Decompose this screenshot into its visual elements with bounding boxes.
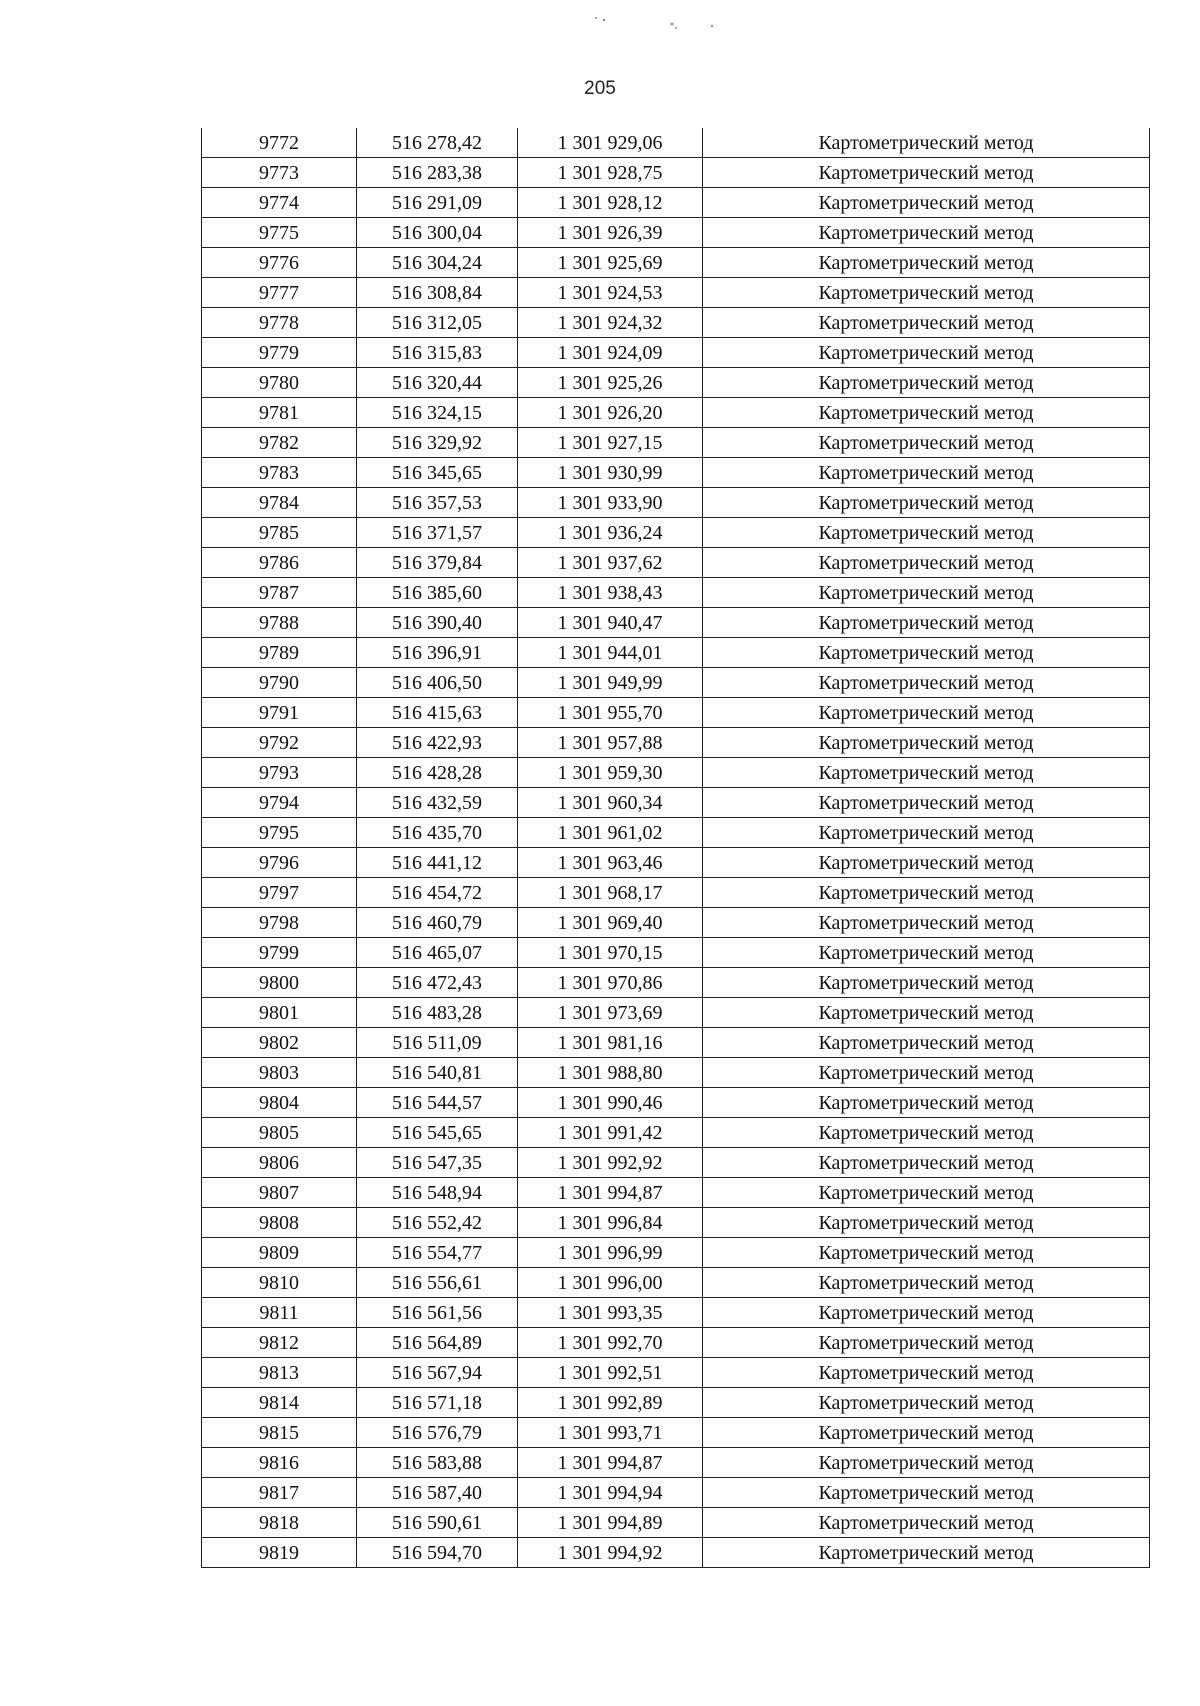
y-coordinate-cell: 1 301 929,06 — [518, 128, 703, 158]
x-coordinate-cell: 516 371,57 — [357, 518, 518, 548]
y-coordinate-cell: 1 301 993,35 — [518, 1298, 703, 1328]
table-row — [202, 458, 1150, 488]
x-coordinate-cell: 516 379,84 — [357, 548, 518, 578]
x-coordinate-cell: 516 406,50 — [357, 668, 518, 698]
x-coordinate-cell: 516 587,40 — [357, 1478, 518, 1508]
method-cell: Картометрический метод — [703, 968, 1150, 998]
y-coordinate-cell: 1 301 925,26 — [518, 368, 703, 398]
y-coordinate-cell: 1 301 993,71 — [518, 1418, 703, 1448]
x-coordinate-cell: 516 345,65 — [357, 458, 518, 488]
x-coordinate-cell: 516 552,42 — [357, 1208, 518, 1238]
table-row — [202, 1208, 1150, 1238]
method-cell: Картометрический метод — [703, 848, 1150, 878]
y-coordinate-cell: 1 301 930,99 — [518, 458, 703, 488]
table-row — [202, 518, 1150, 548]
table-row — [202, 728, 1150, 758]
table-row — [202, 1328, 1150, 1358]
method-cell: Картометрический метод — [703, 338, 1150, 368]
y-coordinate-cell: 1 301 981,16 — [518, 1028, 703, 1058]
y-coordinate-cell: 1 301 949,99 — [518, 668, 703, 698]
method-cell: Картометрический метод — [703, 548, 1150, 578]
method-cell: Картометрический метод — [703, 1118, 1150, 1148]
y-coordinate-cell: 1 301 996,99 — [518, 1238, 703, 1268]
x-coordinate-cell: 516 594,70 — [357, 1538, 518, 1568]
y-coordinate-cell: 1 301 926,20 — [518, 398, 703, 428]
x-coordinate-cell: 516 511,09 — [357, 1028, 518, 1058]
point-number-cell: 9809 — [202, 1238, 357, 1268]
method-cell: Картометрический метод — [703, 1328, 1150, 1358]
x-coordinate-cell: 516 441,12 — [357, 848, 518, 878]
method-cell: Картометрический метод — [703, 1448, 1150, 1478]
y-coordinate-cell: 1 301 959,30 — [518, 758, 703, 788]
method-cell: Картометрический метод — [703, 998, 1150, 1028]
point-number-cell: 9794 — [202, 788, 357, 818]
y-coordinate-cell: 1 301 973,69 — [518, 998, 703, 1028]
x-coordinate-cell: 516 415,63 — [357, 698, 518, 728]
y-coordinate-cell: 1 301 970,86 — [518, 968, 703, 998]
method-cell: Картометрический метод — [703, 158, 1150, 188]
point-number-cell: 9784 — [202, 488, 357, 518]
table-row — [202, 878, 1150, 908]
page-number: 205 — [584, 78, 616, 99]
method-cell: Картометрический метод — [703, 1538, 1150, 1568]
point-number-cell: 9812 — [202, 1328, 357, 1358]
point-number-cell: 9817 — [202, 1478, 357, 1508]
point-number-cell: 9781 — [202, 398, 357, 428]
y-coordinate-cell: 1 301 991,42 — [518, 1118, 703, 1148]
table-row — [202, 1118, 1150, 1148]
y-coordinate-cell: 1 301 961,02 — [518, 818, 703, 848]
y-coordinate-cell: 1 301 924,09 — [518, 338, 703, 368]
method-cell: Картометрический метод — [703, 1268, 1150, 1298]
method-cell: Картометрический метод — [703, 278, 1150, 308]
x-coordinate-cell: 516 320,44 — [357, 368, 518, 398]
point-number-cell: 9788 — [202, 608, 357, 638]
y-coordinate-cell: 1 301 992,89 — [518, 1388, 703, 1418]
y-coordinate-cell: 1 301 994,87 — [518, 1448, 703, 1478]
table-row — [202, 668, 1150, 698]
y-coordinate-cell: 1 301 994,94 — [518, 1478, 703, 1508]
point-number-cell: 9816 — [202, 1448, 357, 1478]
method-cell: Картометрический метод — [703, 1358, 1150, 1388]
point-number-cell: 9777 — [202, 278, 357, 308]
point-number-cell: 9783 — [202, 458, 357, 488]
x-coordinate-cell: 516 304,24 — [357, 248, 518, 278]
point-number-cell: 9782 — [202, 428, 357, 458]
x-coordinate-cell: 516 385,60 — [357, 578, 518, 608]
x-coordinate-cell: 516 312,05 — [357, 308, 518, 338]
table-row — [202, 1178, 1150, 1208]
method-cell: Картометрический метод — [703, 818, 1150, 848]
x-coordinate-cell: 516 454,72 — [357, 878, 518, 908]
table-row — [202, 908, 1150, 938]
table-row — [202, 1358, 1150, 1388]
y-coordinate-cell: 1 301 925,69 — [518, 248, 703, 278]
table-row — [202, 1298, 1150, 1328]
table-row — [202, 1238, 1150, 1268]
point-number-cell: 9793 — [202, 758, 357, 788]
method-cell: Картометрический метод — [703, 1058, 1150, 1088]
point-number-cell: 9807 — [202, 1178, 357, 1208]
point-number-cell: 9814 — [202, 1388, 357, 1418]
y-coordinate-cell: 1 301 969,40 — [518, 908, 703, 938]
y-coordinate-cell: 1 301 963,46 — [518, 848, 703, 878]
point-number-cell: 9772 — [202, 128, 357, 158]
y-coordinate-cell: 1 301 926,39 — [518, 218, 703, 248]
method-cell: Картометрический метод — [703, 308, 1150, 338]
point-number-cell: 9792 — [202, 728, 357, 758]
method-cell: Картометрический метод — [703, 788, 1150, 818]
point-number-cell: 9805 — [202, 1118, 357, 1148]
y-coordinate-cell: 1 301 928,75 — [518, 158, 703, 188]
point-number-cell: 9796 — [202, 848, 357, 878]
method-cell: Картометрический метод — [703, 1298, 1150, 1328]
table-row — [202, 968, 1150, 998]
table-row — [202, 278, 1150, 308]
y-coordinate-cell: 1 301 996,00 — [518, 1268, 703, 1298]
table-row — [202, 1148, 1150, 1178]
x-coordinate-cell: 516 547,35 — [357, 1148, 518, 1178]
coordinates-table — [201, 128, 1150, 1568]
point-number-cell: 9785 — [202, 518, 357, 548]
method-cell: Картометрический метод — [703, 188, 1150, 218]
x-coordinate-cell: 516 435,70 — [357, 818, 518, 848]
y-coordinate-cell: 1 301 927,15 — [518, 428, 703, 458]
method-cell: Картометрический метод — [703, 458, 1150, 488]
point-number-cell: 9790 — [202, 668, 357, 698]
point-number-cell: 9779 — [202, 338, 357, 368]
method-cell: Картометрический метод — [703, 1418, 1150, 1448]
x-coordinate-cell: 516 465,07 — [357, 938, 518, 968]
x-coordinate-cell: 516 483,28 — [357, 998, 518, 1028]
method-cell: Картометрический метод — [703, 128, 1150, 158]
method-cell: Картометрический метод — [703, 1208, 1150, 1238]
y-coordinate-cell: 1 301 994,89 — [518, 1508, 703, 1538]
table-row — [202, 1478, 1150, 1508]
x-coordinate-cell: 516 283,38 — [357, 158, 518, 188]
table-row — [202, 1448, 1150, 1478]
y-coordinate-cell: 1 301 990,46 — [518, 1088, 703, 1118]
table-row — [202, 398, 1150, 428]
table-row — [202, 698, 1150, 728]
y-coordinate-cell: 1 301 936,24 — [518, 518, 703, 548]
table-row — [202, 158, 1150, 188]
y-coordinate-cell: 1 301 928,12 — [518, 188, 703, 218]
point-number-cell: 9786 — [202, 548, 357, 578]
table-row — [202, 1058, 1150, 1088]
method-cell: Картометрический метод — [703, 1148, 1150, 1178]
point-number-cell: 9819 — [202, 1538, 357, 1568]
point-number-cell: 9811 — [202, 1298, 357, 1328]
method-cell: Картометрический метод — [703, 698, 1150, 728]
scan-speckle-icon — [580, 12, 720, 32]
point-number-cell: 9801 — [202, 998, 357, 1028]
point-number-cell: 9810 — [202, 1268, 357, 1298]
y-coordinate-cell: 1 301 996,84 — [518, 1208, 703, 1238]
table-row — [202, 218, 1150, 248]
point-number-cell: 9775 — [202, 218, 357, 248]
x-coordinate-cell: 516 545,65 — [357, 1118, 518, 1148]
point-number-cell: 9799 — [202, 938, 357, 968]
x-coordinate-cell: 516 554,77 — [357, 1238, 518, 1268]
x-coordinate-cell: 516 428,28 — [357, 758, 518, 788]
y-coordinate-cell: 1 301 994,92 — [518, 1538, 703, 1568]
x-coordinate-cell: 516 324,15 — [357, 398, 518, 428]
point-number-cell: 9776 — [202, 248, 357, 278]
point-number-cell: 9813 — [202, 1358, 357, 1388]
x-coordinate-cell: 516 564,89 — [357, 1328, 518, 1358]
point-number-cell: 9804 — [202, 1088, 357, 1118]
x-coordinate-cell: 516 308,84 — [357, 278, 518, 308]
table-row — [202, 1508, 1150, 1538]
x-coordinate-cell: 516 576,79 — [357, 1418, 518, 1448]
point-number-cell: 9789 — [202, 638, 357, 668]
method-cell: Картометрический метод — [703, 428, 1150, 458]
method-cell: Картометрический метод — [703, 608, 1150, 638]
point-number-cell: 9795 — [202, 818, 357, 848]
table-row — [202, 818, 1150, 848]
y-coordinate-cell: 1 301 957,88 — [518, 728, 703, 758]
y-coordinate-cell: 1 301 994,87 — [518, 1178, 703, 1208]
x-coordinate-cell: 516 556,61 — [357, 1268, 518, 1298]
table-row — [202, 1268, 1150, 1298]
x-coordinate-cell: 516 590,61 — [357, 1508, 518, 1538]
table-row — [202, 1538, 1150, 1568]
method-cell: Картометрический метод — [703, 488, 1150, 518]
x-coordinate-cell: 516 460,79 — [357, 908, 518, 938]
x-coordinate-cell: 516 300,04 — [357, 218, 518, 248]
method-cell: Картометрический метод — [703, 938, 1150, 968]
x-coordinate-cell: 516 278,42 — [357, 128, 518, 158]
table-row — [202, 608, 1150, 638]
method-cell: Картометрический метод — [703, 1388, 1150, 1418]
point-number-cell: 9787 — [202, 578, 357, 608]
method-cell: Картометрический метод — [703, 248, 1150, 278]
y-coordinate-cell: 1 301 933,90 — [518, 488, 703, 518]
point-number-cell: 9798 — [202, 908, 357, 938]
method-cell: Картометрический метод — [703, 668, 1150, 698]
point-number-cell: 9774 — [202, 188, 357, 218]
table-row — [202, 578, 1150, 608]
method-cell: Картометрический метод — [703, 908, 1150, 938]
table-row — [202, 488, 1150, 518]
y-coordinate-cell: 1 301 992,92 — [518, 1148, 703, 1178]
table-row — [202, 548, 1150, 578]
x-coordinate-cell: 516 422,93 — [357, 728, 518, 758]
table-row — [202, 638, 1150, 668]
table-row — [202, 1388, 1150, 1418]
method-cell: Картометрический метод — [703, 638, 1150, 668]
x-coordinate-cell: 516 571,18 — [357, 1388, 518, 1418]
table-row — [202, 248, 1150, 278]
point-number-cell: 9778 — [202, 308, 357, 338]
table-row — [202, 848, 1150, 878]
x-coordinate-cell: 516 390,40 — [357, 608, 518, 638]
point-number-cell: 9818 — [202, 1508, 357, 1538]
x-coordinate-cell: 516 432,59 — [357, 788, 518, 818]
y-coordinate-cell: 1 301 937,62 — [518, 548, 703, 578]
y-coordinate-cell: 1 301 992,70 — [518, 1328, 703, 1358]
method-cell: Картометрический метод — [703, 1508, 1150, 1538]
x-coordinate-cell: 516 329,92 — [357, 428, 518, 458]
y-coordinate-cell: 1 301 924,32 — [518, 308, 703, 338]
y-coordinate-cell: 1 301 992,51 — [518, 1358, 703, 1388]
x-coordinate-cell: 516 315,83 — [357, 338, 518, 368]
y-coordinate-cell: 1 301 970,15 — [518, 938, 703, 968]
point-number-cell: 9803 — [202, 1058, 357, 1088]
point-number-cell: 9808 — [202, 1208, 357, 1238]
table-row — [202, 308, 1150, 338]
coordinates-table-body — [202, 128, 1150, 1568]
table-row — [202, 998, 1150, 1028]
x-coordinate-cell: 516 396,91 — [357, 638, 518, 668]
scan-artifact-marks — [580, 12, 720, 32]
x-coordinate-cell: 516 548,94 — [357, 1178, 518, 1208]
method-cell: Картометрический метод — [703, 878, 1150, 908]
method-cell: Картометрический метод — [703, 1178, 1150, 1208]
y-coordinate-cell: 1 301 960,34 — [518, 788, 703, 818]
table-row — [202, 368, 1150, 398]
table-row — [202, 788, 1150, 818]
point-number-cell: 9791 — [202, 698, 357, 728]
y-coordinate-cell: 1 301 938,43 — [518, 578, 703, 608]
point-number-cell: 9802 — [202, 1028, 357, 1058]
table-row — [202, 1028, 1150, 1058]
x-coordinate-cell: 516 472,43 — [357, 968, 518, 998]
method-cell: Картометрический метод — [703, 1088, 1150, 1118]
method-cell: Картометрический метод — [703, 1238, 1150, 1268]
y-coordinate-cell: 1 301 955,70 — [518, 698, 703, 728]
method-cell: Картометрический метод — [703, 518, 1150, 548]
method-cell: Картометрический метод — [703, 758, 1150, 788]
table-row — [202, 128, 1150, 158]
point-number-cell: 9800 — [202, 968, 357, 998]
y-coordinate-cell: 1 301 968,17 — [518, 878, 703, 908]
point-number-cell: 9806 — [202, 1148, 357, 1178]
y-coordinate-cell: 1 301 924,53 — [518, 278, 703, 308]
method-cell: Картометрический метод — [703, 1028, 1150, 1058]
method-cell: Картометрический метод — [703, 578, 1150, 608]
method-cell: Картометрический метод — [703, 1478, 1150, 1508]
point-number-cell: 9797 — [202, 878, 357, 908]
x-coordinate-cell: 516 567,94 — [357, 1358, 518, 1388]
y-coordinate-cell: 1 301 940,47 — [518, 608, 703, 638]
table-row — [202, 938, 1150, 968]
x-coordinate-cell: 516 291,09 — [357, 188, 518, 218]
table-row — [202, 1418, 1150, 1448]
table-row — [202, 338, 1150, 368]
x-coordinate-cell: 516 561,56 — [357, 1298, 518, 1328]
x-coordinate-cell: 516 583,88 — [357, 1448, 518, 1478]
point-number-cell: 9815 — [202, 1418, 357, 1448]
point-number-cell: 9773 — [202, 158, 357, 188]
table-row — [202, 1088, 1150, 1118]
y-coordinate-cell: 1 301 944,01 — [518, 638, 703, 668]
table-row — [202, 428, 1150, 458]
y-coordinate-cell: 1 301 988,80 — [518, 1058, 703, 1088]
table-row — [202, 188, 1150, 218]
method-cell: Картометрический метод — [703, 398, 1150, 428]
method-cell: Картометрический метод — [703, 218, 1150, 248]
x-coordinate-cell: 516 544,57 — [357, 1088, 518, 1118]
method-cell: Картометрический метод — [703, 368, 1150, 398]
x-coordinate-cell: 516 357,53 — [357, 488, 518, 518]
method-cell: Картометрический метод — [703, 728, 1150, 758]
point-number-cell: 9780 — [202, 368, 357, 398]
table-row — [202, 758, 1150, 788]
x-coordinate-cell: 516 540,81 — [357, 1058, 518, 1088]
